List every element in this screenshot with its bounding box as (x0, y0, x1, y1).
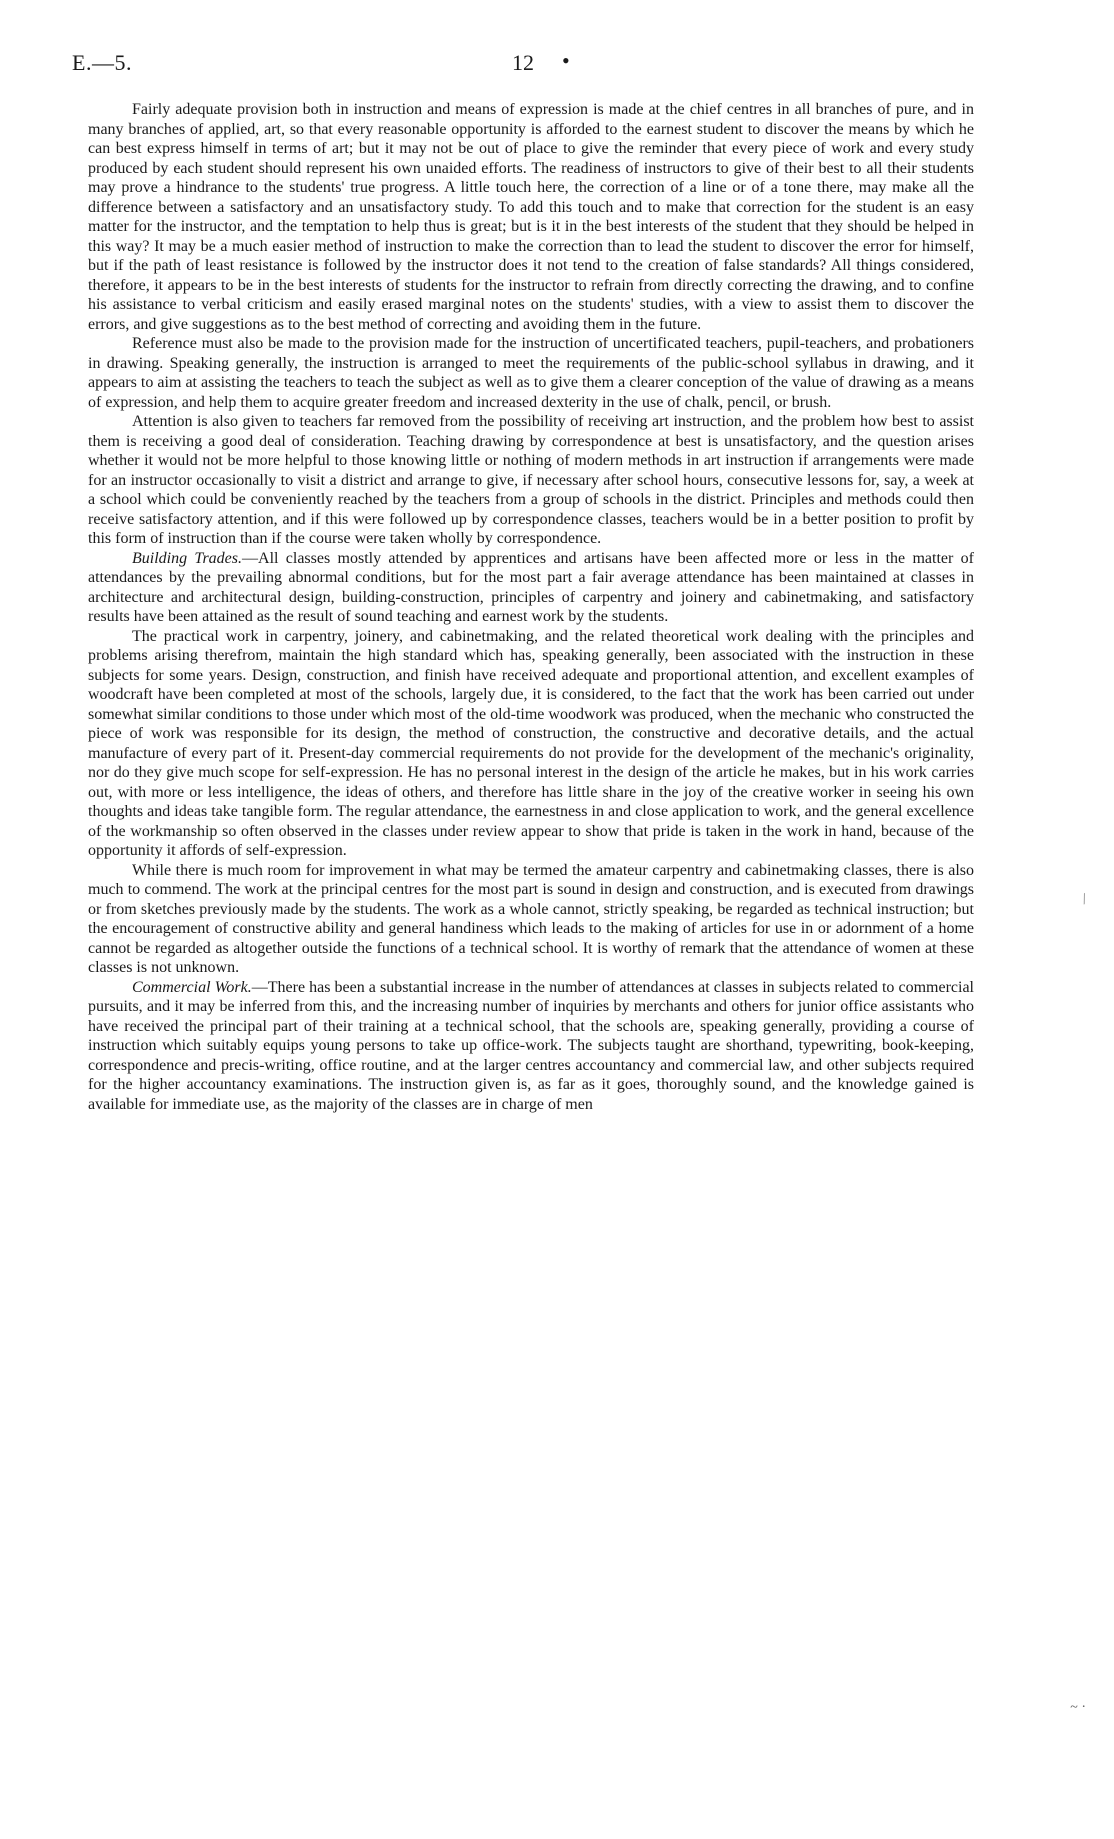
paragraph (88, 549, 974, 627)
section-heading: Building Trades. (132, 549, 243, 567)
margin-mark: ⁄ (1079, 892, 1090, 907)
paragraph (88, 861, 974, 978)
body-text (88, 100, 974, 1114)
paragraph-text: Attention is also given to teachers far removed from the possibility of receiving art instruction, and the problem how best to assist them is receiving a good deal of consideration. Teaching drawing by correspondence at best is unsatisfactory, and the question arises whether it would not be more helpful to those knowing little or nothing of modern methods in art instruction if arrangements were made for an instructor occasionally to visit a district and arrange to give, if necessary after school hours, consecutive lessons for, say, a week at a school which could be conveniently reached by the teachers from a group of schools in the district. Principles and methods could then receive satisfactory attention, and if this were followed up by correspondence classes, teachers would be in a better position to profit by this form of instruction than if the course were taken wholly by correspondence. (88, 413, 974, 547)
section-heading: Commercial Work. (132, 978, 252, 996)
paragraph-text: While there is much room for improvement in what may be termed the amateur carpentry and cabinetmaking classes, there is also much to commend. The work at the principal centres for the most part is sound in design and construction, and is executed from drawings or from sketches previously made by the students. The work as a whole cannot, strictly speaking, be regarded as technical instruction; but the encouragement of constructive ability and general handiness which leads to the making of articles for use in or adornment of a home cannot be regarded as altogether outside the functions of a technical school. It is worthy of remark that the attendance of women at these classes is not unknown. (88, 861, 974, 976)
paragraph-text: —All classes mostly attended by apprentices and artisans have been affected more or less in the matter of attendances by the prevailing abnormal conditions, but for the most part a fair average attendance has been maintained at classes in architecture and architectural design, building-construction, principles of carpentry and joinery and cabinetmaking, and satisfactory results have been attained as the result of sound teaching and earnest work by the students. (88, 549, 974, 625)
paragraph (88, 334, 974, 412)
paragraph-text: The practical work in carpentry, joinery, and cabinetmaking, and the related theoretical work dealing with the principles and problems arising therefrom, maintain the high standard which has, speaking generally, been associated with the instruction in these subjects for some years. Design, construction, and finish have received adequate and proportional attention, and excellent examples of woodcraft have been completed at most of the schools, largely due, it is considered, to the fact that the work has been carried out under somewhat similar conditions to those under which most of the old-time woodwork was produced, when the mechanic who constructed the piece of work was responsible for its design, the method of construction, the constructive and decorative details, and the actual manufacture of every part of it. Present-day commercial requirements do not provide for the development of the mechanic's originality, nor do they give much scope for self-expression. He has no personal interest in the design of the article he makes, but in his work carries out, with more or less intelligence, the ideas of others, and therefore has little share in the joy of the creative worker in seeing his own thoughts and ideas take tangible form. The regular attendance, the earnestness in and close application to work, and the general excellence of the workmanship so often observed in the classes under review appear to show that pride is taken in the work in hand, because of the opportunity it affords of self-expression. (88, 627, 974, 859)
paragraph (88, 100, 974, 334)
document-reference: E.—5. (72, 50, 132, 75)
paragraph (88, 978, 974, 1115)
paragraph-text: Fairly adequate provision both in instruction and means of expression is made at the chief centres in all branches of pure, and in many branches of applied, art, so that every reasonable opportunity is afforded to the earnest student to discover the means by which he can best express himself in terms of art; but it may not be out of place to give the reminder that every piece of work and every study produced by each student should represent his own unaided efforts. The readiness of instructors to give of their best to all their students may prove a hindrance to the students' true progress. A little touch here, the correction of a line or of a tone there, may make all the difference between a satisfactory and an unsatisfactory study. To add this touch and to make that correction for the student is an easy matter for the instructor, and the temptation to help thus is great; but is it in the best interests of the student that they should be helped in this way? It may be a much easier method of instruction to make the correction than to lead the student to discover the error for himself, but if the path of least resistance is followed by the instructor does it not tend to the creation of false standards? All things considered, therefore, it appears to be in the best interests of students for the instructor to refrain from directly correcting the drawing, and to confine his assistance to verbal criticism and easily erased marginal notes on the students' studies, with a view to assist them to discover the errors, and give suggestions as to the best method of correcting and avoiding them in the future. (88, 101, 974, 333)
paragraph-text: —There has been a substantial increase in the number of attendances at classes in subjects related to commercial pursuits, and it may be inferred from this, and the increasing number of inquiries by merchants and others for junior office assistants who have received the principal part of their training at a technical school, that the schools are, speaking generally, providing a course of instruction which suitably equips young persons to take up office-work. The subjects taught are shorthand, typewriting, book-keeping, correspondence and precis-writing, office routine, and at the larger centres accountancy and commercial law, and other subjects required for the higher accountancy examinations. The instruction given is, as far as it goes, thoroughly sound, and the knowledge gained is available for immediate use, as the majority of the classes are in charge of men (88, 978, 974, 1113)
page-number: 12 (512, 50, 534, 75)
margin-mark: ~ · (1070, 1700, 1086, 1715)
page-dot: • (562, 48, 570, 73)
paragraph (88, 412, 974, 549)
paragraph (88, 627, 974, 861)
paragraph-text: Reference must also be made to the provision made for the instruction of uncertificated teachers, pupil-teachers, and probationers in drawing. Speaking generally, the instruction is arranged to meet the requirements of the public-school syllabus in drawing, and it appears to aim at assisting the teachers to teach the subject as well as to give them a clearer conception of the value of drawing as a means of expression, and help them to acquire greater freedom and increased dexterity in the use of chalk, pencil, or brush. (88, 335, 974, 411)
page-header (72, 50, 572, 80)
